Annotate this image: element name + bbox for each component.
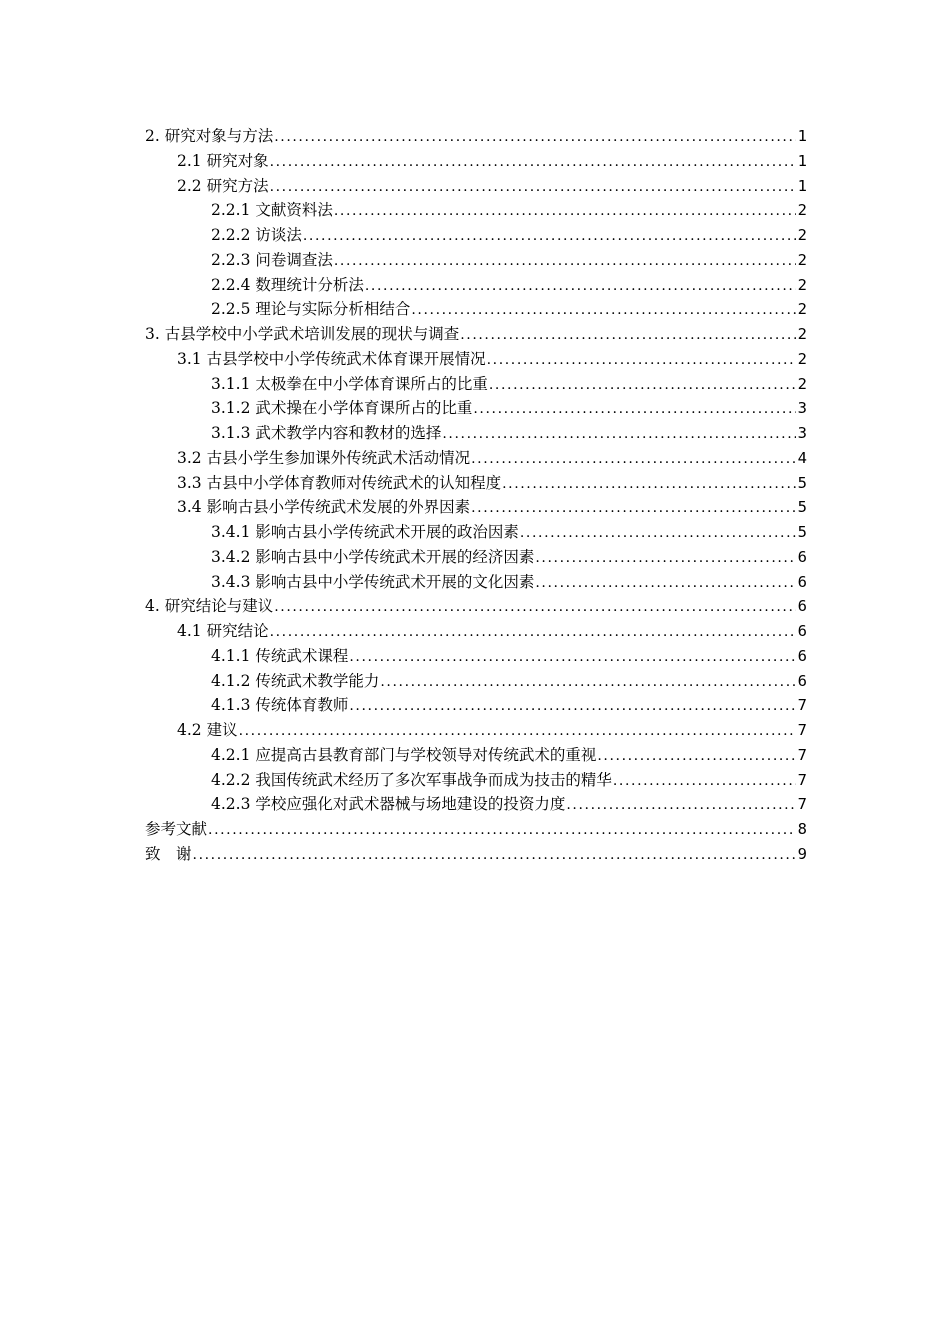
toc-entry-page-number: 6 bbox=[797, 622, 807, 640]
toc-entry[interactable] bbox=[145, 693, 807, 718]
toc-entry-title: 2.1 研究对象 bbox=[177, 151, 269, 170]
toc-entry[interactable] bbox=[145, 248, 807, 273]
toc-entry-title: 3.4.2 影响古县中小学传统武术开展的经济因素 bbox=[211, 547, 535, 566]
toc-dot-leader bbox=[489, 373, 796, 398]
toc-entry[interactable] bbox=[145, 421, 807, 446]
toc-entry-title: 3.1.1 太极拳在中小学体育课所占的比重 bbox=[211, 374, 488, 393]
toc-entry-title: 2.2.5 理论与实际分析相结合 bbox=[211, 300, 411, 319]
toc-entry[interactable] bbox=[145, 124, 807, 149]
toc-dot-leader bbox=[270, 175, 796, 200]
toc-dot-leader bbox=[334, 249, 796, 274]
toc-entry[interactable] bbox=[145, 594, 807, 619]
toc-entry-title: 4.2.3 学校应强化对武术器械与场地建设的投资力度 bbox=[211, 795, 566, 814]
toc-entry-page-number: 7 bbox=[797, 696, 807, 715]
toc-entry-page-number: 2 bbox=[797, 325, 807, 343]
toc-entry[interactable] bbox=[145, 297, 807, 322]
toc-dot-leader bbox=[274, 595, 795, 620]
toc-entry-page-number: 5 bbox=[797, 473, 807, 492]
toc-entry-title: 2. 研究对象与方法 bbox=[145, 127, 274, 145]
toc-entry[interactable] bbox=[145, 495, 807, 520]
toc-dot-leader bbox=[460, 323, 795, 348]
toc-entry-title: 3. 古县学校中小学武术培训发展的现状与调查 bbox=[145, 325, 460, 343]
toc-entry-page-number: 2 bbox=[797, 374, 807, 393]
toc-entry[interactable] bbox=[145, 446, 807, 471]
toc-entry-page-number: 9 bbox=[797, 844, 807, 863]
toc-dot-leader bbox=[411, 298, 795, 323]
toc-entry[interactable] bbox=[145, 570, 807, 595]
toc-entry-page-number: 6 bbox=[797, 597, 807, 616]
toc-entry-page-number: 7 bbox=[797, 770, 807, 789]
toc-entry[interactable] bbox=[145, 198, 807, 223]
toc-entry-title: 4.2.1 应提高古县教育部门与学校领导对传统武术的重视 bbox=[211, 745, 597, 764]
toc-entry[interactable] bbox=[145, 545, 807, 570]
toc-entry-page-number: 5 bbox=[797, 498, 807, 517]
toc-entry[interactable] bbox=[145, 817, 807, 842]
toc-entry[interactable] bbox=[145, 669, 807, 694]
toc-entry-title: 4.2.2 我国传统武术经历了多次军事战争而成为技击的精华 bbox=[211, 770, 612, 789]
toc-dot-leader bbox=[334, 199, 796, 224]
toc-entry-page-number: 3 bbox=[797, 424, 807, 442]
toc-entry-page-number: 7 bbox=[797, 721, 807, 739]
toc-entry-page-number: 7 bbox=[797, 795, 807, 814]
toc-dot-leader bbox=[520, 521, 796, 546]
toc-dot-leader bbox=[535, 571, 795, 596]
toc-entry[interactable] bbox=[145, 718, 807, 743]
toc-entry-title: 3.4 影响古县小学传统武术发展的外界因素 bbox=[177, 498, 471, 517]
toc-entry-page-number: 1 bbox=[797, 176, 807, 195]
toc-entry[interactable] bbox=[145, 471, 807, 496]
toc-entry-page-number: 2 bbox=[797, 275, 807, 294]
toc-entry[interactable] bbox=[145, 644, 807, 669]
toc-entry-page-number: 1 bbox=[797, 151, 807, 170]
toc-entry-title: 2.2.1 文献资料法 bbox=[211, 201, 333, 220]
toc-entry-title: 3.4.3 影响古县中小学传统武术开展的文化因素 bbox=[211, 572, 535, 591]
toc-dot-leader bbox=[303, 224, 796, 249]
toc-entry-title: 4.1.2 传统武术教学能力 bbox=[211, 671, 380, 690]
toc-dot-leader bbox=[613, 769, 796, 794]
toc-dot-leader bbox=[270, 150, 796, 175]
toc-entry-title: 3.1 古县学校中小学传统武术体育课开展情况 bbox=[177, 349, 486, 368]
toc-entry-title: 2.2.4 数理统计分析法 bbox=[211, 275, 364, 294]
toc-entry[interactable] bbox=[145, 322, 807, 347]
toc-entry-title: 4. 研究结论与建议 bbox=[145, 597, 274, 616]
toc-entry-page-number: 6 bbox=[797, 646, 807, 665]
toc-dot-leader bbox=[502, 472, 796, 497]
toc-entry-title: 3.1.3 武术教学内容和教材的选择 bbox=[211, 424, 442, 442]
toc-entry-title: 致 谢 bbox=[145, 844, 192, 863]
toc-entry-title: 3.4.1 影响古县小学传统武术开展的政治因素 bbox=[211, 523, 519, 541]
toc-dot-leader bbox=[442, 422, 795, 447]
toc-dot-leader bbox=[471, 447, 796, 472]
toc-entry-page-number: 5 bbox=[797, 523, 807, 541]
toc-entry[interactable] bbox=[145, 174, 807, 199]
toc-entry[interactable] bbox=[145, 842, 807, 867]
toc-dot-leader bbox=[365, 274, 796, 299]
toc-entry-title: 4.1 研究结论 bbox=[177, 622, 269, 640]
toc-entry-title: 4.2 建议 bbox=[177, 721, 238, 739]
toc-entry-page-number: 3 bbox=[797, 399, 807, 418]
toc-entry-page-number: 2 bbox=[797, 349, 807, 368]
toc-dot-leader bbox=[597, 744, 795, 769]
toc-entry-title: 参考文献 bbox=[145, 820, 208, 838]
toc-entry-page-number: 6 bbox=[797, 572, 807, 591]
toc-entry-title: 3.2 古县小学生参加课外传统武术活动情况 bbox=[177, 448, 471, 467]
toc-dot-leader bbox=[193, 843, 796, 868]
table-of-contents bbox=[145, 124, 807, 867]
toc-dot-leader bbox=[349, 645, 795, 670]
toc-dot-leader bbox=[349, 694, 795, 719]
toc-entry-page-number: 2 bbox=[797, 250, 807, 269]
toc-entry[interactable] bbox=[145, 372, 807, 397]
toc-entry[interactable] bbox=[145, 223, 807, 248]
toc-entry[interactable] bbox=[145, 743, 807, 768]
toc-entry-page-number: 2 bbox=[797, 300, 807, 319]
toc-entry-title: 4.1.3 传统体育教师 bbox=[211, 696, 349, 715]
toc-entry-title: 3.3 古县中小学体育教师对传统武术的认知程度 bbox=[177, 473, 502, 492]
toc-dot-leader bbox=[487, 348, 796, 373]
toc-entry-page-number: 6 bbox=[797, 547, 807, 566]
toc-entry[interactable] bbox=[145, 520, 807, 545]
toc-entry-page-number: 6 bbox=[797, 671, 807, 690]
toc-entry-page-number: 4 bbox=[797, 448, 807, 467]
toc-entry-page-number: 2 bbox=[797, 226, 807, 244]
toc-entry[interactable] bbox=[145, 347, 807, 372]
toc-dot-leader bbox=[274, 125, 795, 150]
toc-entry[interactable] bbox=[145, 792, 807, 817]
toc-entry[interactable] bbox=[145, 396, 807, 421]
toc-dot-leader bbox=[380, 670, 795, 695]
toc-entry-title: 2.2.3 问卷调查法 bbox=[211, 250, 333, 269]
toc-entry[interactable] bbox=[145, 273, 807, 298]
toc-entry[interactable] bbox=[145, 619, 807, 644]
toc-entry-page-number: 7 bbox=[797, 745, 807, 764]
toc-entry-page-number: 1 bbox=[797, 127, 807, 145]
toc-dot-leader bbox=[208, 818, 796, 843]
toc-entry-page-number: 2 bbox=[797, 201, 807, 220]
toc-entry-title: 2.2.2 访谈法 bbox=[211, 226, 302, 244]
toc-entry-title: 2.2 研究方法 bbox=[177, 176, 269, 195]
toc-dot-leader bbox=[270, 620, 796, 645]
toc-entry-title: 3.1.2 武术操在小学体育课所占的比重 bbox=[211, 399, 473, 418]
toc-dot-leader bbox=[239, 719, 796, 744]
toc-dot-leader bbox=[566, 793, 795, 818]
toc-dot-leader bbox=[473, 397, 795, 422]
toc-entry[interactable] bbox=[145, 768, 807, 793]
toc-dot-leader bbox=[535, 546, 795, 571]
toc-entry[interactable] bbox=[145, 149, 807, 174]
toc-entry-title: 4.1.1 传统武术课程 bbox=[211, 646, 349, 665]
toc-entry-page-number: 8 bbox=[797, 820, 807, 838]
toc-dot-leader bbox=[471, 496, 796, 521]
